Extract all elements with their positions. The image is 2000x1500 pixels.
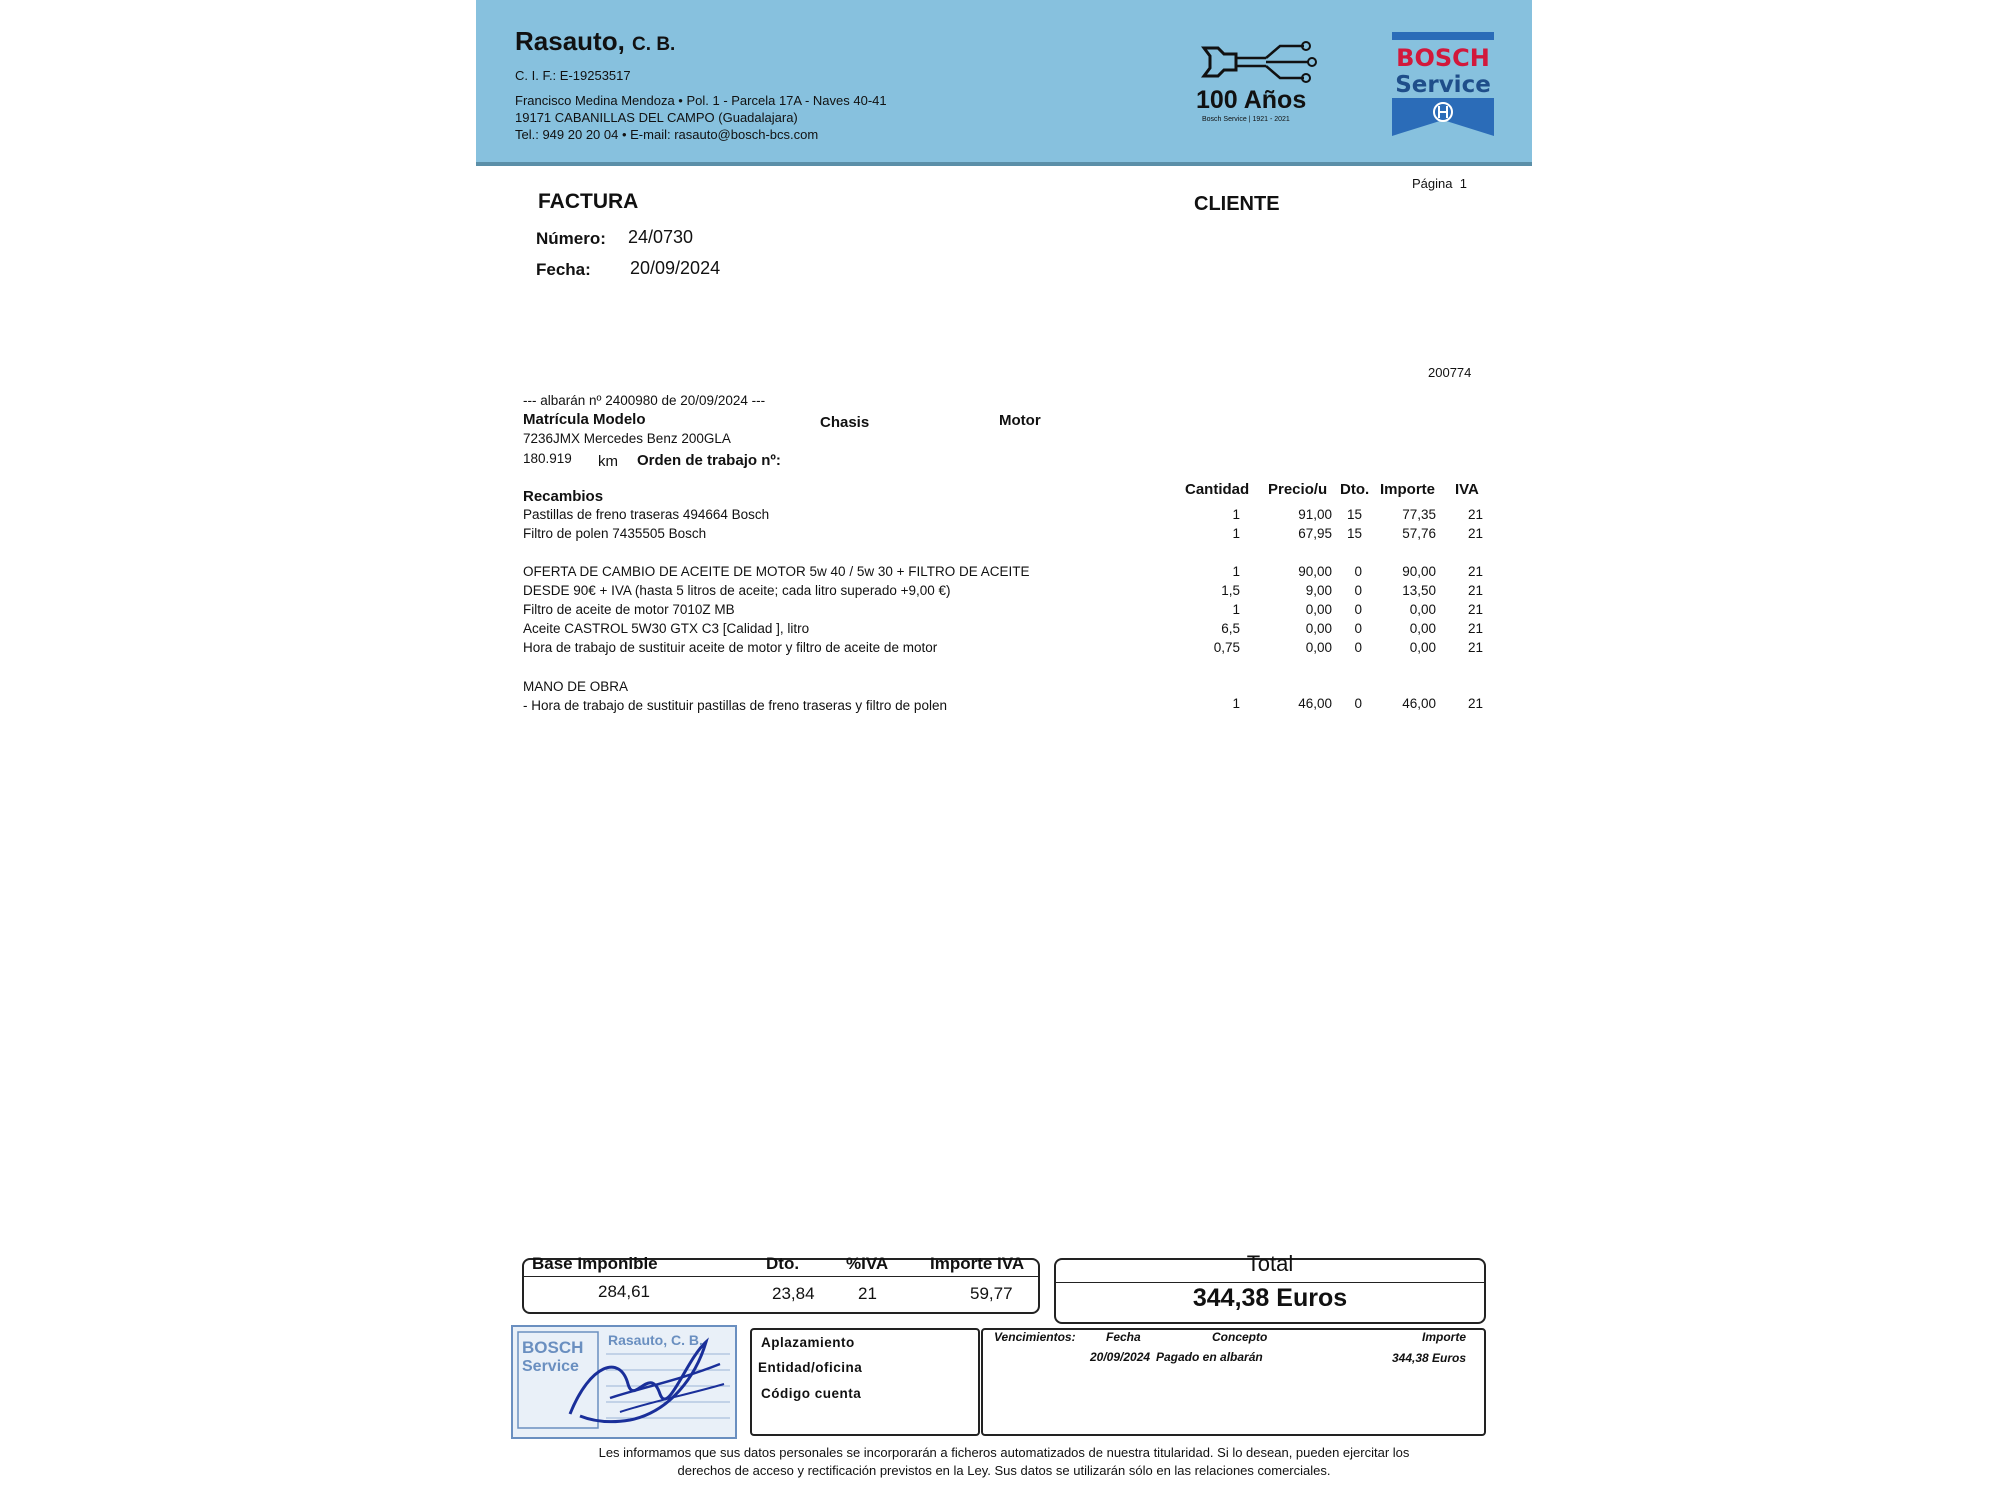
- row-desc: Aceite CASTROL 5W30 GTX C3 [Calidad ], litro: [523, 621, 810, 636]
- row-precio: 67,95: [1298, 526, 1332, 541]
- total-divider: [1056, 1282, 1484, 1283]
- row-cantidad: 0,75: [1213, 640, 1240, 655]
- venc-importe-label: Importe: [1422, 1330, 1467, 1344]
- anniversary-logo: [1196, 34, 1326, 130]
- company-city: 19171 CABANILLAS DEL CAMPO (Guadalajara): [515, 110, 798, 125]
- privacy-notice-line1: Les informamos que sus datos personales se incorporarán a ficheros automatizados de nuestra titularidad. Si lo desean, pueden ejercitar los: [598, 1445, 1410, 1460]
- row-dto: 15: [1346, 507, 1362, 522]
- row-desc: Hora de trabajo de sustituir aceite de motor y filtro de aceite de motor: [523, 640, 938, 655]
- anniversary-sub: Bosch Service | 1921 - 2021: [1202, 116, 1290, 123]
- bosch-armature-icon: [1392, 98, 1494, 136]
- row-iva: 21: [1467, 602, 1483, 617]
- numero-value: 24/0730: [628, 227, 694, 247]
- venc-importe-value: 344,38 Euros: [1392, 1351, 1467, 1365]
- venc-concepto-label: Concepto: [1212, 1330, 1268, 1344]
- company-suffix: C. B.: [632, 34, 676, 55]
- service-wordmark: Service: [1395, 72, 1491, 98]
- row-dto: 0: [1354, 583, 1362, 598]
- km-label: km: [598, 453, 618, 470]
- stamp-service: Service: [522, 1358, 579, 1375]
- total-label: Total: [1246, 1251, 1294, 1276]
- stamp-bosch: BOSCH: [522, 1338, 584, 1357]
- row-cantidad: 6,5: [1221, 621, 1240, 636]
- base-imponible-value: 284,61: [598, 1282, 650, 1301]
- iva-pct-label: %IVA: [846, 1254, 889, 1273]
- tax-summary-divider: [524, 1276, 1038, 1277]
- row-importe: 0,00: [1409, 640, 1436, 655]
- cliente-label: CLIENTE: [1194, 193, 1280, 215]
- row-desc: OFERTA DE CAMBIO DE ACEITE DE MOTOR 5w 40 / 5w 30 + FILTRO DE ACEITE: [523, 564, 1030, 579]
- fecha-label: Fecha:: [536, 260, 591, 279]
- row-precio: 0,00: [1305, 602, 1332, 617]
- row-iva: 21: [1467, 696, 1483, 711]
- venc-fecha-label: Fecha: [1106, 1330, 1141, 1344]
- privacy-notice-line2: derechos de acceso y rectificación previstos en la Ley. Sus datos se utilizarán sólo en las relaciones comerciales.: [677, 1463, 1331, 1478]
- col-iva: IVA: [1455, 481, 1479, 498]
- wrench-circuit-icon: [1196, 34, 1326, 94]
- motor-label: Motor: [999, 412, 1041, 429]
- row-cantidad: 1: [1232, 564, 1240, 579]
- row-desc: DESDE 90€ + IVA (hasta 5 litros de aceite; cada litro superado +9,00 €): [523, 583, 951, 598]
- row-dto: 0: [1354, 696, 1362, 711]
- row-importe: 77,35: [1402, 507, 1436, 522]
- row-iva: 21: [1467, 507, 1483, 522]
- row-dto: 0: [1354, 621, 1362, 636]
- badge-top-bar: [1392, 32, 1494, 40]
- col-cantidad: Cantidad: [1185, 481, 1250, 498]
- orden-trabajo-label: Orden de trabajo nº:: [637, 452, 781, 469]
- row-desc: Filtro de polen 7435505 Bosch: [523, 526, 707, 541]
- row-precio: 90,00: [1298, 564, 1332, 579]
- base-imponible-label: Base Imponible: [532, 1254, 658, 1273]
- invoice-page: [476, 0, 1532, 1500]
- row-cantidad: 1: [1232, 696, 1240, 711]
- stamp-company: Rasauto, C. B.: [608, 1332, 703, 1348]
- row-iva: 21: [1467, 583, 1483, 598]
- row-iva: 21: [1467, 526, 1483, 541]
- row-cantidad: 1,5: [1221, 583, 1240, 598]
- fecha-value: 20/09/2024: [630, 258, 721, 278]
- mano-obra-label: MANO DE OBRA: [523, 679, 629, 694]
- row-precio: 9,00: [1305, 583, 1332, 598]
- row-dto: 15: [1346, 526, 1362, 541]
- col-importe: Importe: [1380, 481, 1436, 498]
- row-iva: 21: [1467, 640, 1483, 655]
- venc-concepto-value: Pagado en albarán: [1156, 1350, 1263, 1364]
- row-desc: Pastillas de freno traseras 494664 Bosch: [523, 507, 770, 522]
- dto-value: 23,84: [772, 1284, 815, 1303]
- page-number: 1: [1459, 176, 1467, 191]
- codigo-cuenta-label: Código cuenta: [761, 1386, 862, 1401]
- dto-label: Dto.: [766, 1254, 800, 1273]
- row-importe: 57,76: [1402, 526, 1436, 541]
- venc-fecha-value: 20/09/2024: [1090, 1350, 1151, 1364]
- company-name-text: Rasauto,: [515, 26, 625, 56]
- company-cif: C. I. F.: E-19253517: [515, 68, 631, 83]
- aplazamiento-label: Aplazamiento: [761, 1335, 855, 1350]
- anniversary-text: 100 Años: [1196, 86, 1307, 114]
- row-importe: 13,50: [1402, 583, 1436, 598]
- vencimientos-box: [981, 1328, 1486, 1436]
- page-label: Página: [1412, 176, 1453, 191]
- row-cantidad: 1: [1232, 507, 1240, 522]
- km-value: 180.919: [523, 451, 572, 466]
- row-precio: 46,00: [1298, 696, 1332, 711]
- row-importe: 46,00: [1402, 696, 1436, 711]
- company-name: [515, 26, 675, 57]
- row-importe: 90,00: [1402, 564, 1436, 579]
- row-importe: 0,00: [1409, 602, 1436, 617]
- row-precio: 0,00: [1305, 640, 1332, 655]
- row-dto: 0: [1354, 640, 1362, 655]
- row-iva: 21: [1467, 564, 1483, 579]
- row-precio: 91,00: [1298, 507, 1332, 522]
- vencimientos-label: Vencimientos:: [994, 1330, 1076, 1344]
- row-desc: Filtro de aceite de motor 7010Z MB: [523, 602, 735, 617]
- recambios-label: Recambios: [523, 488, 604, 505]
- row-dto: 0: [1354, 602, 1362, 617]
- entidad-label: Entidad/oficina: [758, 1360, 863, 1375]
- chasis-label: Chasis: [820, 414, 870, 431]
- row-dto: 0: [1354, 564, 1362, 579]
- albaran-line: --- albarán nº 2400980 de 20/09/2024 ---: [523, 393, 766, 408]
- company-address: Francisco Medina Mendoza • Pol. 1 - Parcela 17A - Naves 40-41: [515, 93, 887, 108]
- invoice-title: FACTURA: [538, 190, 639, 213]
- row-cantidad: 1: [1232, 602, 1240, 617]
- bosch-service-logo: [1392, 32, 1494, 136]
- total-value: 344,38 Euros: [1192, 1284, 1348, 1312]
- page-indicator: [1412, 176, 1467, 191]
- company-contact: Tel.: 949 20 20 04 • E-mail: rasauto@bosch-bcs.com: [515, 127, 819, 142]
- company-stamp: [510, 1324, 738, 1440]
- row-importe: 0,00: [1409, 621, 1436, 636]
- col-precio: Precio/u: [1268, 481, 1328, 498]
- client-code: 200774: [1428, 365, 1472, 380]
- bosch-wordmark: BOSCH: [1396, 44, 1490, 72]
- row-cantidad: 1: [1232, 526, 1240, 541]
- row-desc: - Hora de trabajo de sustituir pastillas de freno traseras y filtro de polen: [523, 698, 947, 713]
- col-dto: Dto.: [1340, 481, 1370, 498]
- importe-iva-label: Importe IVA: [930, 1254, 1025, 1273]
- row-iva: 21: [1467, 621, 1483, 636]
- vehicle-info: 7236JMX Mercedes Benz 200GLA: [523, 431, 731, 446]
- row-precio: 0,00: [1305, 621, 1332, 636]
- iva-pct-value: 21: [858, 1284, 877, 1303]
- numero-label: Número:: [536, 229, 606, 248]
- matricula-modelo-label: Matrícula Modelo: [523, 411, 646, 428]
- company-header: [476, 0, 1532, 166]
- importe-iva-value: 59,77: [970, 1284, 1013, 1303]
